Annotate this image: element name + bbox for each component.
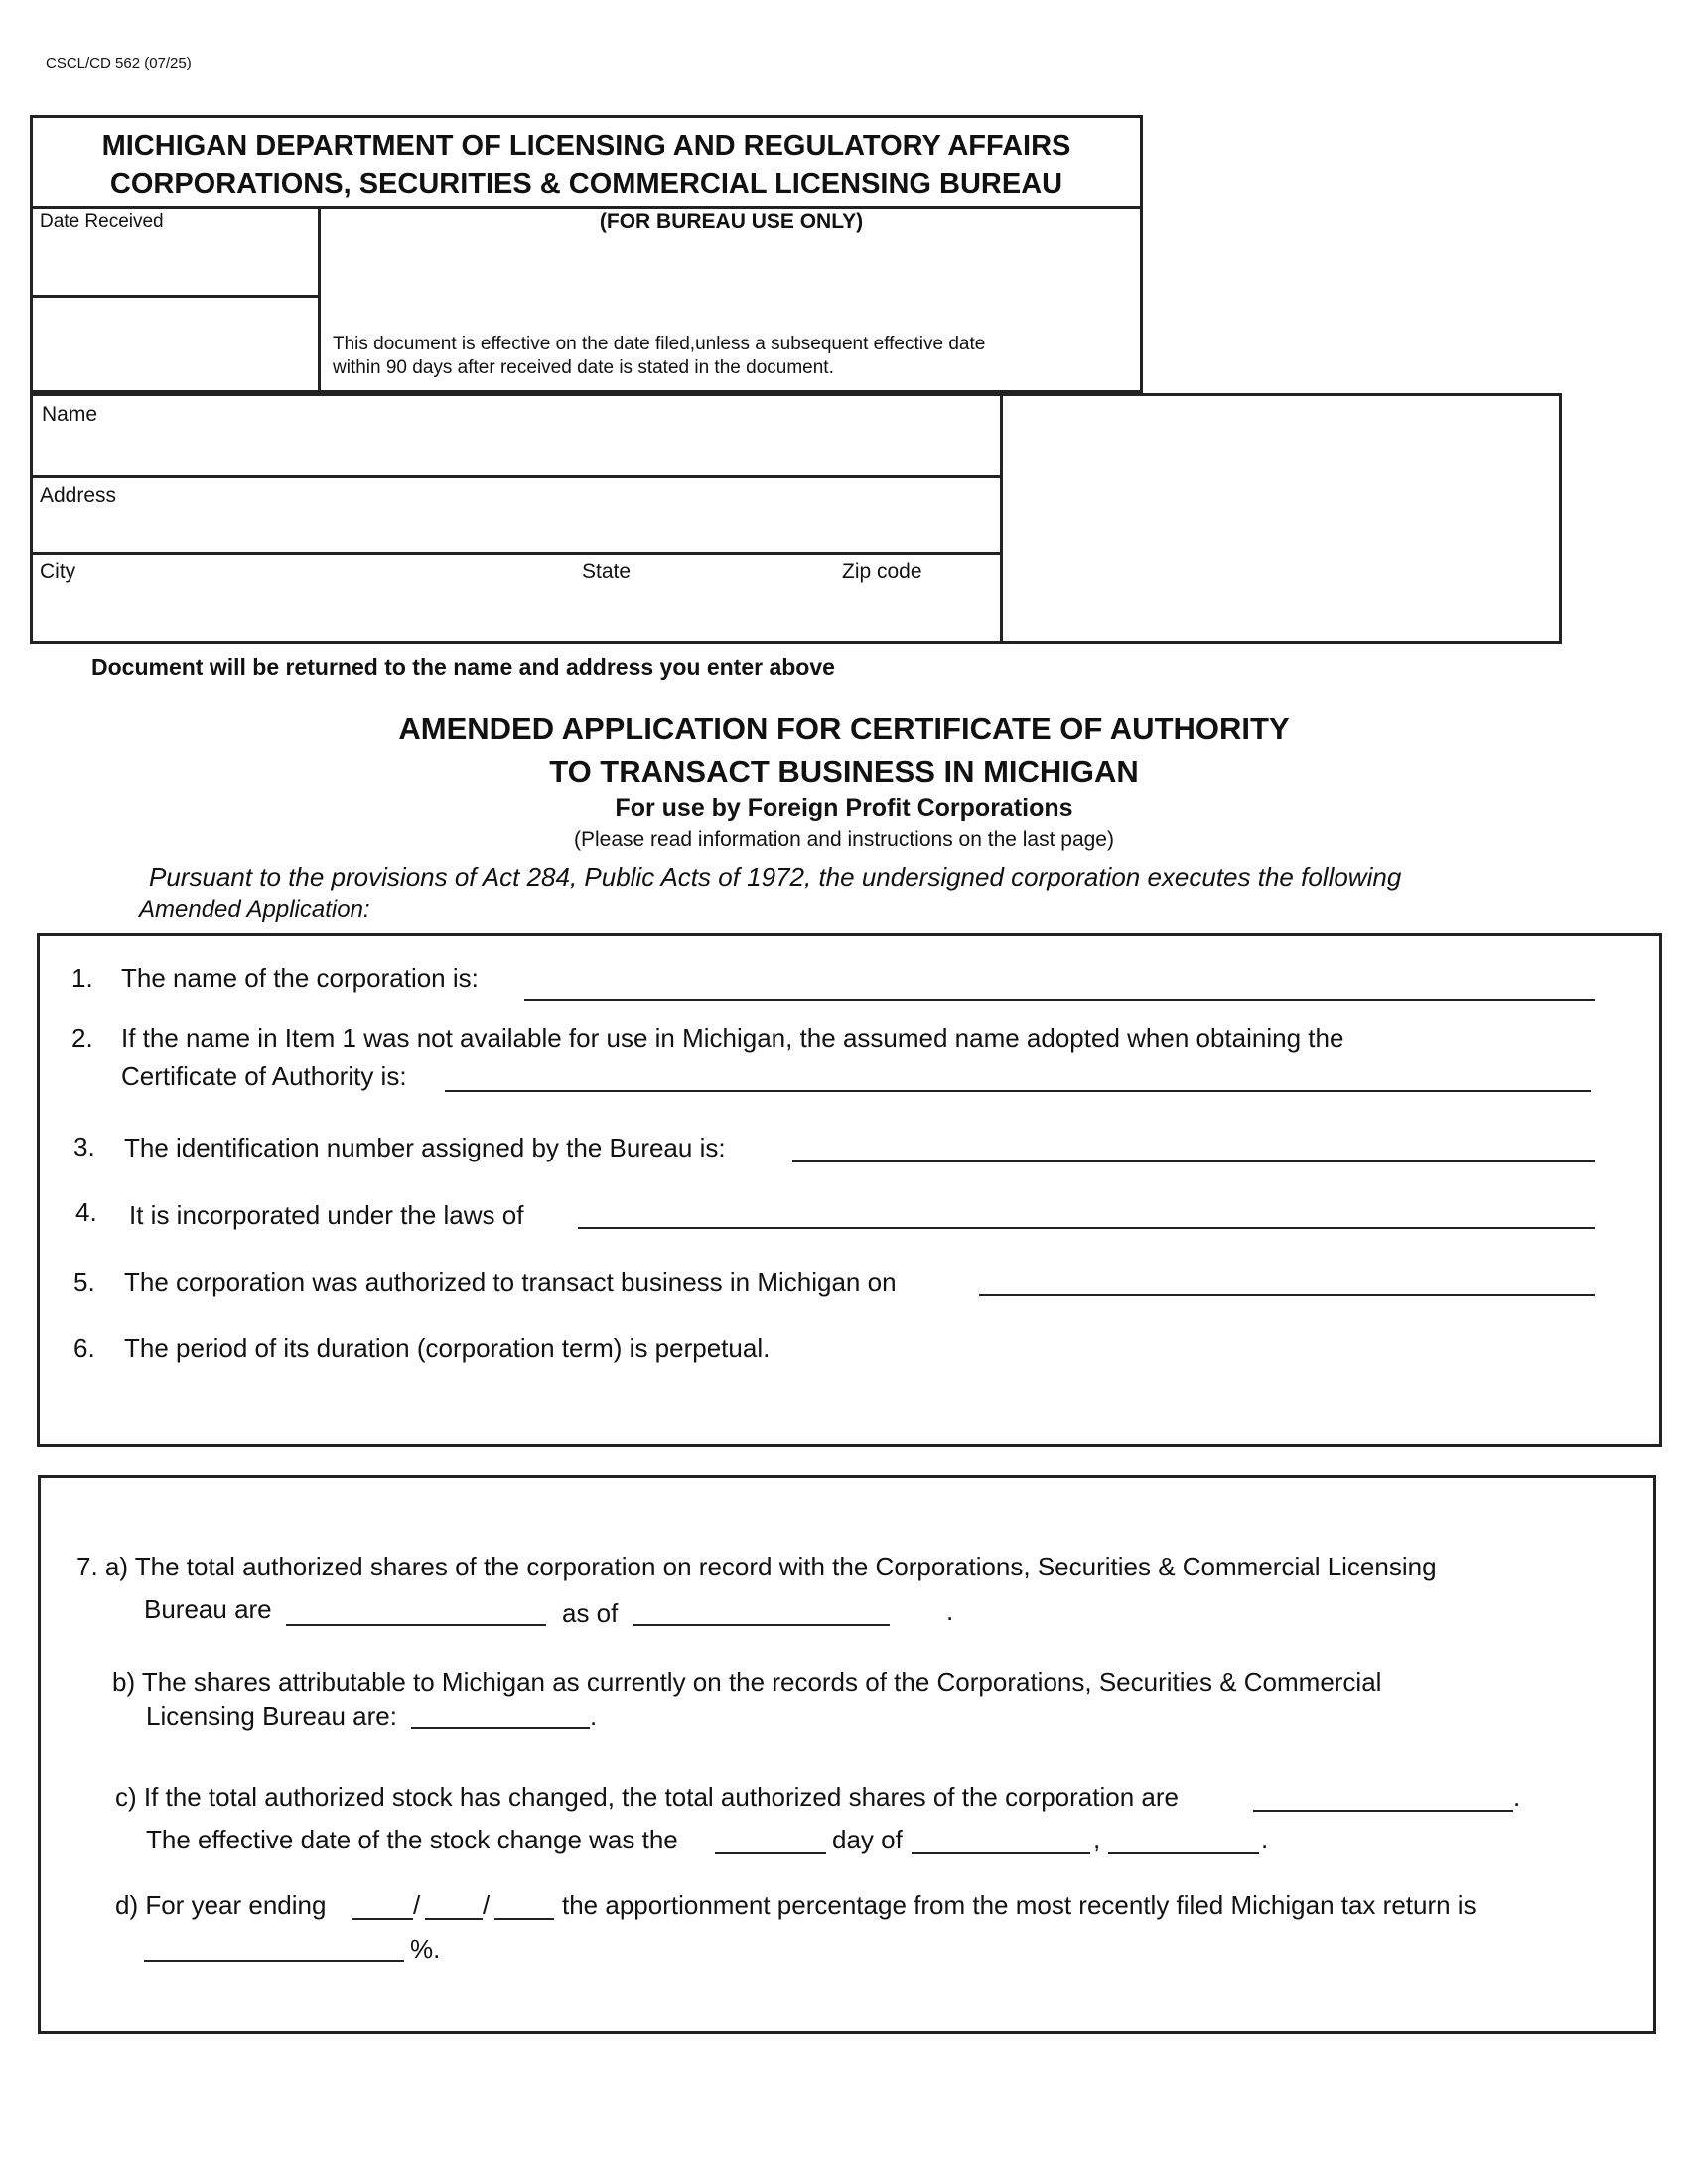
item-2-text: If the name in Item 1 was not available for use in Michigan, the assumed name adopted when obtaining the: [121, 1024, 1344, 1053]
item-7d-percent: %.: [410, 1934, 441, 1964]
item-7b-period: .: [590, 1702, 598, 1731]
pursuant-statement: Pursuant to the provisions of Act 284, Public Acts of 1972, the undersigned corporation executes the following: [149, 862, 1402, 891]
name-field[interactable]: [40, 429, 993, 471]
item-7a-as-of: as of: [562, 1598, 619, 1628]
department-name: MICHIGAN DEPARTMENT OF LICENSING AND REGULATORY AFFAIRS: [101, 130, 1071, 162]
city-label: City: [40, 560, 76, 583]
item-7a-text: 7. a) The total authorized shares of the corporation on record with the Corporations, Securities & Commercial Licensing: [76, 1552, 1437, 1581]
item-5-text: The corporation was authorized to transact business in Michigan on: [124, 1267, 897, 1297]
item-7d-text-cont: the apportionment percentage from the most recently filed Michigan tax return is: [562, 1890, 1477, 1920]
zip-field[interactable]: [842, 588, 991, 635]
item-7c-text-cont: The effective date of the stock change was the: [146, 1825, 678, 1854]
item-7c-period-2: .: [1261, 1825, 1269, 1854]
state-field[interactable]: [582, 588, 820, 635]
item-7a-shares-blank[interactable]: [286, 1624, 546, 1626]
item-7c-year-blank[interactable]: [1108, 1852, 1259, 1854]
return-note: Document will be returned to the name and address you enter above: [91, 654, 835, 680]
item-2-number: 2.: [71, 1024, 93, 1053]
item-7d-slash-1: /: [413, 1890, 421, 1920]
item-7a-date-blank[interactable]: [633, 1624, 890, 1626]
name-label: Name: [42, 403, 98, 426]
form-subtitle: For use by Foreign Profit Corporations: [615, 794, 1073, 822]
item-7a-period: .: [946, 1596, 954, 1626]
pursuant-statement-cont: Amended Application:: [139, 896, 370, 923]
instructions-note: (Please read information and instructions on the last page): [574, 828, 1114, 851]
state-label: State: [582, 560, 632, 583]
item-7c-day-blank[interactable]: [715, 1852, 826, 1854]
item-7c-month-blank[interactable]: [912, 1852, 1090, 1854]
item-7d-day-blank[interactable]: [425, 1918, 483, 1920]
city-field[interactable]: [40, 588, 556, 635]
item-7b-blank[interactable]: [411, 1727, 590, 1729]
item-4-number: 4.: [75, 1197, 97, 1227]
items-1-6-box: [37, 933, 1662, 1447]
date-received-field[interactable]: [34, 236, 316, 292]
item-7c-text: c) If the total authorized stock has changed, the total authorized shares of the corporation are: [115, 1782, 1179, 1812]
item-5-blank[interactable]: [979, 1294, 1595, 1296]
item-6-number: 6.: [73, 1333, 95, 1363]
zip-label: Zip code: [842, 560, 922, 583]
item-6-text: The period of its duration (corporation term) is perpetual.: [124, 1333, 771, 1363]
item-3-number: 3.: [73, 1132, 95, 1161]
item-7c-shares-blank[interactable]: [1253, 1810, 1513, 1812]
address-label: Address: [40, 484, 117, 507]
item-2-blank[interactable]: [445, 1090, 1591, 1092]
item-7d-slash-2: /: [483, 1890, 491, 1920]
item-7d-text: d) For year ending: [115, 1890, 327, 1920]
item-4-text: It is incorporated under the laws of: [129, 1200, 524, 1230]
item-7d-year-blank[interactable]: [494, 1918, 554, 1920]
item-3-blank[interactable]: [792, 1160, 1595, 1162]
address-field[interactable]: [40, 510, 993, 548]
date-received-label: Date Received: [40, 211, 164, 232]
bureau-use-label: (FOR BUREAU USE ONLY): [599, 210, 864, 233]
item-4-blank[interactable]: [578, 1227, 1595, 1229]
item-7d-percentage-blank[interactable]: [144, 1960, 404, 1962]
form-code: CSCL/CD 562 (07/25): [46, 55, 192, 71]
item-7b-text-cont: Licensing Bureau are:: [146, 1702, 397, 1731]
item-7a-text-cont: Bureau are: [144, 1594, 272, 1624]
item-7c-comma: ,: [1093, 1825, 1101, 1854]
item-2-text-cont: Certificate of Authority is:: [121, 1061, 407, 1091]
item-7c-period: .: [1513, 1782, 1521, 1812]
item-1-blank[interactable]: [524, 999, 1595, 1001]
bureau-name: CORPORATIONS, SECURITIES & COMMERCIAL LICENSING BUREAU: [109, 168, 1063, 200]
item-3-text: The identification number assigned by the Bureau is:: [124, 1133, 726, 1162]
bureau-stamp-box: [1000, 393, 1562, 644]
form-title: AMENDED APPLICATION FOR CERTIFICATE OF AUTHORITY TO TRANSACT BUSINESS IN MICHIGAN: [398, 711, 1290, 789]
item-1-number: 1.: [71, 963, 93, 993]
item-1-text: The name of the corporation is:: [121, 963, 479, 993]
item-7d-month-blank[interactable]: [352, 1918, 413, 1920]
department-heading: [30, 127, 1143, 203]
item-5-number: 5.: [73, 1267, 95, 1297]
item-7c-day-of: day of: [832, 1825, 903, 1854]
item-7b-text: b) The shares attributable to Michigan as currently on the records of the Corporations, Securities & Commercial: [112, 1667, 1382, 1697]
effective-date-note: This document is effective on the date filed,unless a subsequent effective date within 90 days after received date is stated in the document.: [333, 334, 986, 378]
